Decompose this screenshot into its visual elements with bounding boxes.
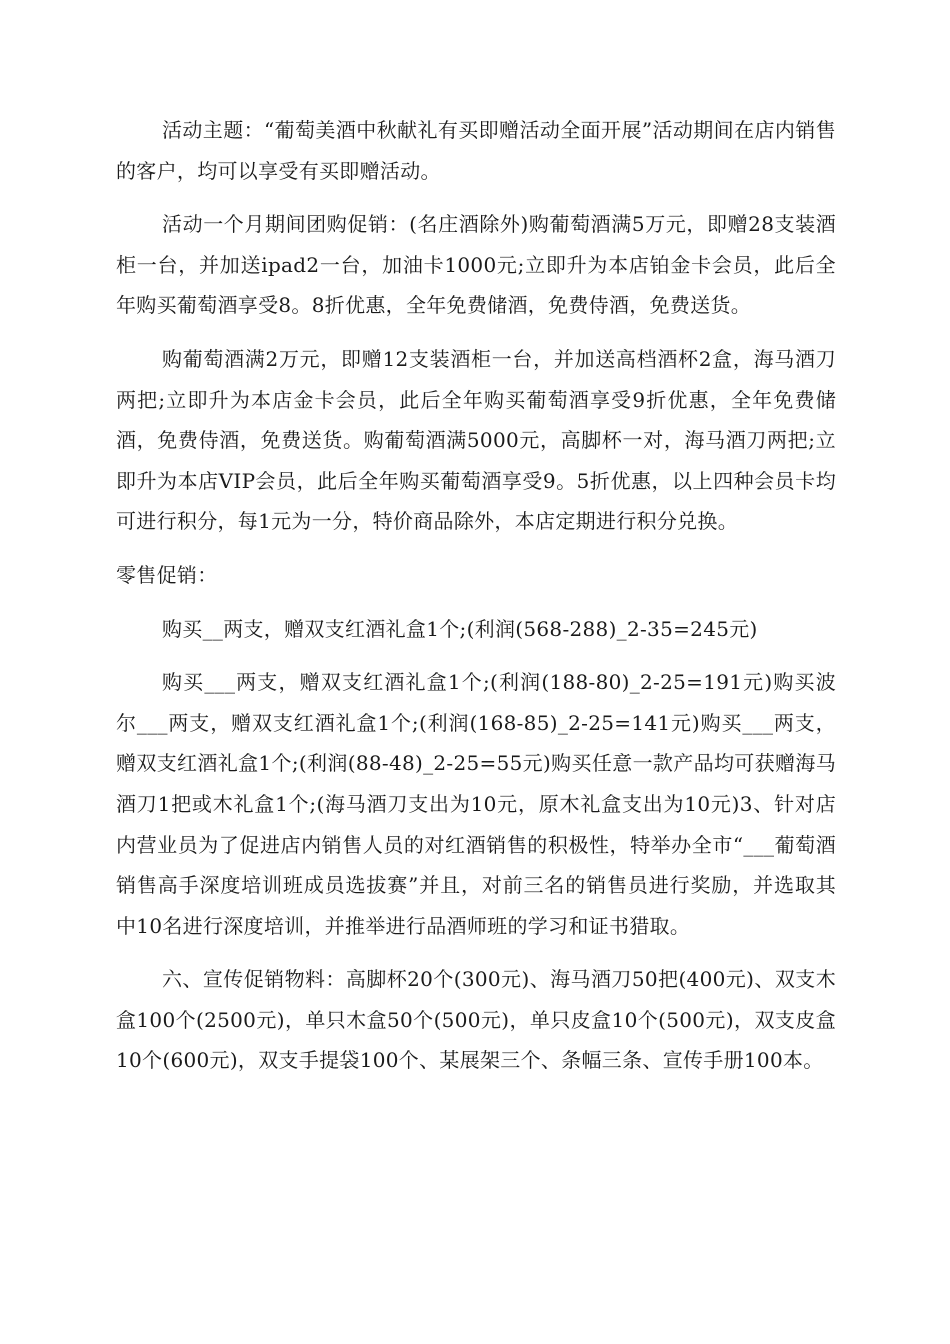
paragraph-retail-offers: 购买___两支，赠双支红酒礼盒1个;(利润(188-80)_2-25=191元)购买波尔___两支，赠双支红酒礼盒1个;(利润(168-85)_2-25=141元)购买___两支，赠双支红酒礼盒1个;(利润(88-48)_2-25=55元)购买任意一款产品均可获赠海马酒刀1把或木礼盒1个;(海马酒刀支出为10元，原木礼盒支出为10元)3、针对店内营业员为了促进店内销售人员的对红酒销售的积极性，特举办全市“___葡萄酒销售高手深度培训班成员选拔赛”并且，对前三名的销售员进行奖励，并选取其中10名进行深度培训，并推举进行品酒师班的学习和证书猎取。 (116, 670, 836, 938)
document-body (116, 110, 836, 1094)
paragraph-membership-tiers: 购葡萄酒满2万元，即赠12支装酒柜一台，并加送高档酒杯2盒，海马酒刀两把;立即升为本店金卡会员，此后全年购买葡萄酒享受9折优惠，全年免费储酒，免费侍酒，免费送货。购葡萄酒满5000元，高脚杯一对，海马酒刀两把;立即升为本店VIP会员，此后全年购买葡萄酒享受9。5折优惠，以上四种会员卡均可进行积分，每1元为一分，特价商品除外，本店定期进行积分兑换。 (116, 346, 836, 534)
paragraph-group-promotion: 活动一个月期间团购促销：(名庄酒除外)购葡萄酒满5万元，即赠28支装酒柜一台，并加送ipad2一台，加油卡1000元;立即升为本店铂金卡会员，此后全年购买葡萄酒享受8。8折优惠，全年免费储酒，免费侍酒，免费送货。 (116, 212, 836, 318)
paragraph-promo-materials: 六、宣传促销物料：高脚杯20个(300元)、海马酒刀50把(400元)、双支木盒100个(2500元)，单只木盒50个(500元)，单只皮盒10个(500元)，双支皮盒10个(600元)，双支手提袋100个、某展架三个、条幅三条、宣传手册100本。 (116, 967, 836, 1073)
paragraph-retail-offer-1: 购买__两支，赠双支红酒礼盒1个;(利润(568-288)_2-35=245元) (162, 616, 758, 641)
paragraph-activity-theme: 活动主题：“葡萄美酒中秋献礼有买即赠活动全面开展”活动期间在店内销售的客户，均可以享受有买即赠活动。 (116, 118, 836, 183)
heading-retail-promotion: 零售促销： (116, 562, 218, 587)
